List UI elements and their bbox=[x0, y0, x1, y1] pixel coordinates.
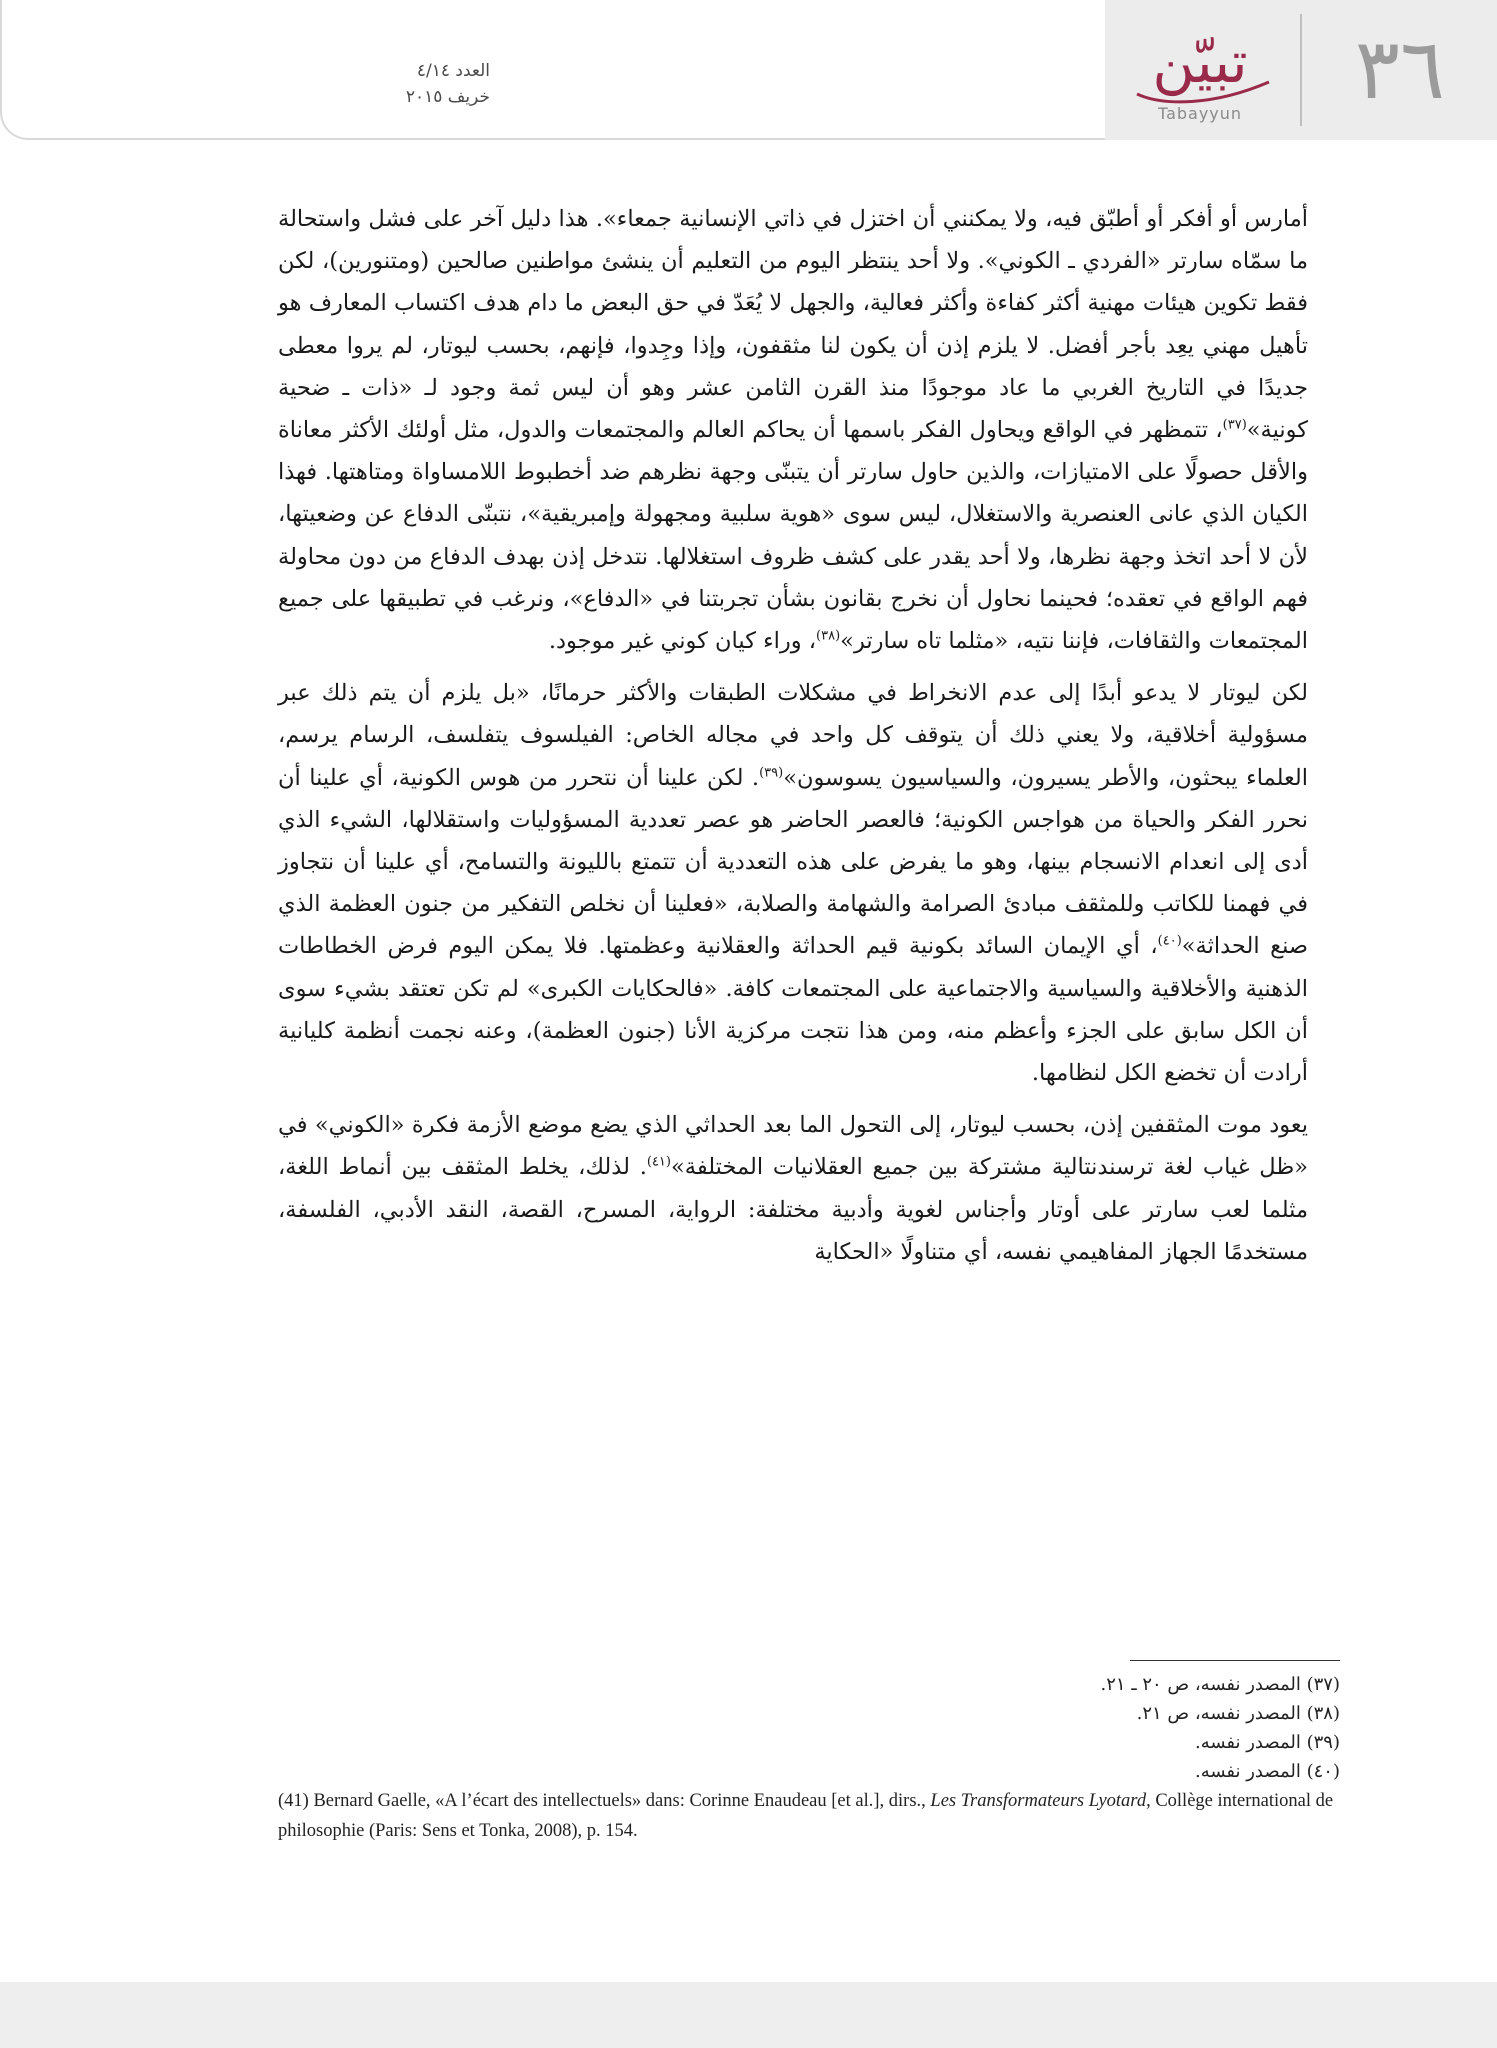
header-divider bbox=[1300, 14, 1302, 126]
footnote-ref-39[interactable]: (٣٩) bbox=[759, 765, 784, 781]
paragraph-3: يعود موت المثقفين إذن، بحسب ليوتار، إلى التحول الما بعد الحداثي الذي يضع موضع الأزمة فكرة «الكوني» في «ظل غياب لغة ترسندنتالية مشتركة بين جميع العقلانيات المختلفة»$^{(٤١)}$. لذلك، يخلط المثقف بين أنماط اللغة، مثلما لعب سارتر على أوتار وأجناس لغوية وأدبية مختلفة: الرواية، المسرح، القصة، النقد الأدبي، الفلسفة، مستخدمًا الجهاز المفاهيمي نفسه، أي متناولًا «الحكاية bbox=[278, 1112, 1308, 1265]
footnote-separator bbox=[1130, 1660, 1340, 1661]
footnote-41-title: Les Transformateurs Lyotard bbox=[930, 1791, 1147, 1811]
page-number: ٣٦ bbox=[1354, 20, 1446, 118]
footnote-ref-38[interactable]: (٣٨) bbox=[816, 628, 841, 644]
issue-season: خريف ٢٠١٥ bbox=[405, 87, 490, 107]
footnote-38: (٣٨) المصدر نفسه، ص ٢١. bbox=[1136, 1703, 1340, 1724]
bottom-band bbox=[0, 1982, 1497, 2048]
paragraph-2: لكن ليوتار لا يدعو أبدًا إلى عدم الانخراط في مشكلات الطبقات والأكثر حرمانًا، «بل يلزم أن يتم ذلك عبر مسؤولية أخلاقية، ولا يعني ذلك أن يتوقف كل واحد في مجاله الخاص: الفيلسوف يتفلسف، الرسام يرسم، العلماء يبحثون، والأطر يسيرون، والسياسيون يسوسون»$^{(٣٩)}$. لكن علينا أن نتحرر من هوس الكونية، أي علينا أن نحرر الفكر والحياة من هواجس الكونية؛ فالعصر الحاضر هو عصر تعددية المسؤوليات واستقلالها، الشيء الذي أدى إلى انعدام الانسجام بينها، وهو ما يفرض على هذه التعددية أن تتمتع بالليونة والتسامح، أي علينا أن نتجاوز في فهمنا للكاتب وللمثقف مبادئ الصرامة والشهامة والصلابة، «فعلينا أن نخلص التفكير من جنون العظمة الذي صنع الحداثة»$^{(٤٠)}$، أي الإيمان السائد بكونية قيم الحداثة والعقلانية وعظمتها. فلا يمكن اليوم فرض الخطاطات الذهنية والأخلاقية والسياسية والاجتماعية على المجتمعات كافة. «فالحكايات الكبرى» لم تكن تعتقد بشيء سوى أن الكل سابق على الجزء وأعظم منه، ومن هذا نتجت مركزية الأنا (جنون العظمة)، وعنه نجمت أنظمة كليانية أرادت أن تخضع الكل لنظامها. bbox=[278, 680, 1308, 1087]
journal-logo bbox=[1115, 24, 1285, 132]
paragraph-1: أمارس أو أفكر أو أطبّق فيه، ولا يمكنني أن اختزل في ذاتي الإنسانية جمعاء». هذا دليل آخر على فشل واستحالة ما سمّاه سارتر «الفردي ـ الكوني». ولا أحد ينتظر اليوم من التعليم أن ينشئ مواطنين صالحين (ومتنورين)، لكن فقط تكوين هيئات مهنية أكثر كفاءة وأكثر فعالية، والجهل لا يُعَدّ في حق البعض ما دام هدف اكتساب المعارف هو تأهيل مهني يعِد بأجر أفضل. لا يلزم إذن أن يكون لنا مثقفون، وإذا وجِدوا، فإنهم، بحسب ليوتار، لم يروا معطى جديدًا في التاريخ الغربي ما عاد موجودًا منذ القرن الثامن عشر وهو أن ليس ثمة وجود لـ «ذات ـ ضحية كونية»$^{(٣٧)}$، تتمظهر في الواقع ويحاول الفكر باسمها أن يحاكم العالم والمجتمعات والدول، مثل أولئك الأكثر معاناة والأقل حصولًا على الامتيازات، والذين حاول سارتر أن يتبنّى وجهة نظرهم ضد أخطبوط اللامساواة ومتاهتها. فهذا الكيان الذي عانى العنصرية والاستغلال، ليس سوى «هوية سلبية ومجهولة وإمبريقية»، نتبنّى الدفاع عن وضعيتها، لأن لا أحد اتخذ وجهة نظرها، ولا أحد يقدر على كشف ظروف استغلالها. نتدخل إذن بهدف الدفاع من دون محاولة فهم الواقع في تعقده؛ فحينما نحاول أن نخرج بقانون بشأن تجربتنا في «الدفاع»، ونرغب في تطبيقها على جميع المجتمعات والثقافات، فإننا نتيه، «مثلما تاه سارتر»$^{(٣٨)}$، وراء كيان كوني غير موجود. bbox=[278, 206, 1308, 655]
footnote-41: (41) Bernard Gaelle, «A l’écart des intellectuels» dans: Corinne Enaudeau [et al.], dirs., Les Transformateurs Lyotard, Collège international de philosophie (Paris: Sens et Tonka, 2008), p. 154. bbox=[278, 1791, 1334, 1841]
footnote-40: (٤٠) المصدر نفسه. bbox=[1194, 1761, 1340, 1782]
footnote-ref-37[interactable]: (٣٧) bbox=[1222, 417, 1247, 433]
footnotes bbox=[278, 1670, 1340, 1846]
article-body bbox=[278, 198, 1308, 1283]
logo-latin-text: Tabayyun bbox=[1157, 104, 1243, 123]
footnote-ref-40[interactable]: (٤٠) bbox=[1157, 933, 1182, 949]
footnote-ref-41[interactable]: (٤١) bbox=[646, 1154, 671, 1170]
issue-info bbox=[250, 58, 490, 110]
footnote-37: (٣٧) المصدر نفسه، ص ٢٠ ـ ٢١. bbox=[1100, 1674, 1340, 1695]
issue-number: العدد ٤/١٤ bbox=[416, 61, 490, 81]
footnote-39: (٣٩) المصدر نفسه. bbox=[1194, 1732, 1340, 1753]
logo-swoosh-icon bbox=[1133, 72, 1273, 106]
logo-arabic-text: تبيّن bbox=[1152, 28, 1248, 96]
